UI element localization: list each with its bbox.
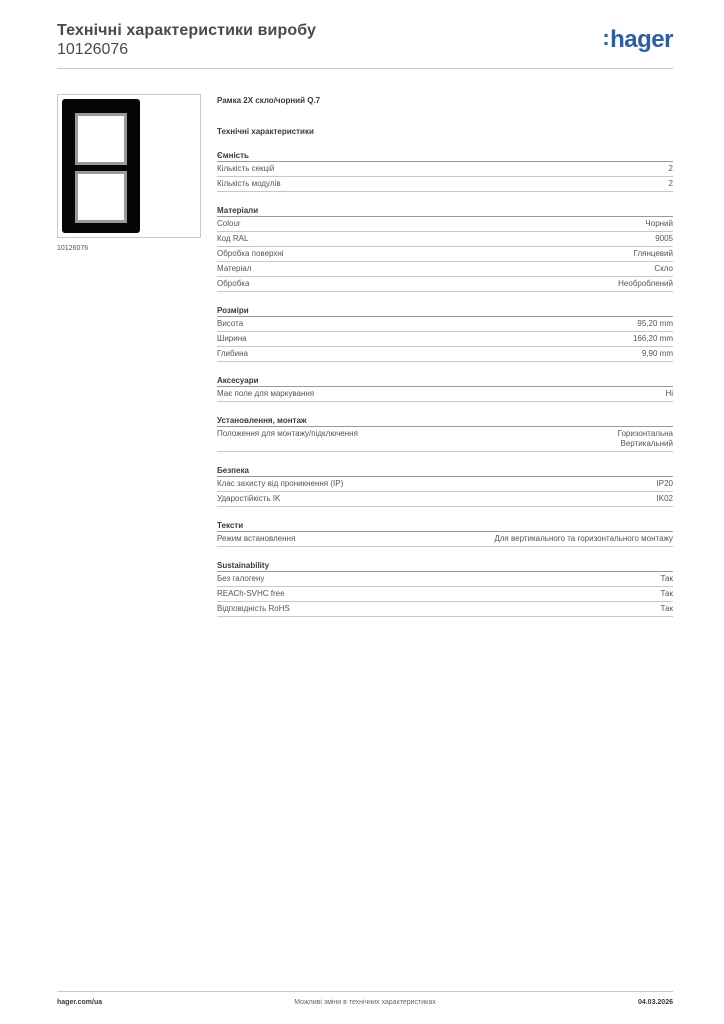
spec-value [657, 494, 673, 504]
spec-value [665, 389, 673, 399]
spec-value [657, 479, 673, 489]
spec-value-line: Необроблений [618, 279, 673, 288]
spec-group [217, 205, 673, 292]
spec-row [217, 262, 673, 277]
spec-label: Ударостійкість IK [217, 494, 281, 503]
spec-row [217, 162, 673, 177]
spec-label: REACh-SVHC free [217, 589, 285, 598]
spec-row [217, 217, 673, 232]
spec-value [637, 319, 673, 329]
spec-value [618, 279, 673, 289]
spec-row [217, 532, 673, 547]
spec-label: Кількість секцій [217, 164, 275, 173]
spec-row [217, 572, 673, 587]
spec-row [217, 177, 673, 192]
frame-opening-top [75, 113, 127, 165]
spec-group [217, 465, 673, 507]
spec-label: Клас захисту від проникнення (IP) [217, 479, 344, 488]
spec-label: Глибина [217, 349, 248, 358]
spec-value [494, 534, 673, 544]
spec-group-title: Матеріали [217, 205, 673, 217]
spec-row [217, 587, 673, 602]
spec-group-title: Тексти [217, 520, 673, 532]
spec-group-title: Установлення, монтаж [217, 415, 673, 427]
spec-value-line: Горизонтальна [617, 429, 673, 438]
frame-opening-bottom [75, 171, 127, 223]
spec-value-line: 2 [668, 179, 673, 188]
spec-value-line: 166,20 mm [632, 334, 673, 343]
spec-value [669, 179, 673, 189]
spec-row [217, 317, 673, 332]
image-caption: 10126076 [57, 245, 89, 252]
footer-disclaimer: Можливі зміни в технічних характеристиках [294, 999, 436, 1006]
spec-label: Відповідність RoHS [217, 604, 290, 613]
spec-value-line: Для вертикального та горизонтального монтажу [494, 534, 673, 543]
spec-group [217, 560, 673, 617]
spec-value [642, 349, 673, 359]
spec-row [217, 602, 673, 617]
spec-group-title: Аксесуари [217, 375, 673, 387]
spec-value-line: 9,90 mm [641, 349, 673, 358]
spec-label: Матеріал [217, 264, 252, 273]
spec-value-line: IK02 [656, 494, 673, 503]
spec-value-line: 2 [668, 164, 673, 173]
logo-mark: : [602, 25, 610, 50]
spec-group [217, 415, 673, 452]
spec-value-line: Чорний [645, 219, 673, 228]
spec-value [661, 574, 673, 584]
spec-group-title: Розміри [217, 305, 673, 317]
spec-value [633, 334, 673, 344]
footer-date: 04.03.2026 [637, 999, 673, 1006]
spec-value-line: Hi [665, 389, 673, 398]
spec-value-line: Глянцевий [633, 249, 673, 258]
product-image [57, 94, 201, 238]
spec-value-line: Вертикальний [620, 439, 673, 448]
spec-label: Положення для монтажу/підключення [217, 429, 358, 438]
spec-group [217, 375, 673, 402]
spec-label: Ширина [217, 334, 247, 343]
spec-value [618, 429, 673, 449]
spec-group [217, 305, 673, 362]
spec-group-title: Безпека [217, 465, 673, 477]
spec-group [217, 150, 673, 192]
spec-row [217, 247, 673, 262]
spec-value-line: 9005 [655, 234, 673, 243]
spec-group-title: Sustainability [217, 560, 673, 572]
spec-label: Код RAL [217, 234, 249, 243]
product-number: 10126076 [57, 41, 129, 58]
spec-value-line: Скло [654, 264, 673, 273]
spec-label: Обробка поверхні [217, 249, 284, 258]
spec-row [217, 277, 673, 292]
spec-value [655, 234, 673, 244]
spec-value-line: 95,20 mm [637, 319, 673, 328]
spec-value [661, 604, 673, 614]
spec-label: Без галогену [217, 574, 265, 583]
spec-row [217, 477, 673, 492]
frame-picture [62, 99, 140, 233]
spec-label: Обробка [217, 279, 250, 288]
spec-row [217, 387, 673, 402]
spec-label: Colour [217, 219, 241, 228]
page-footer [57, 991, 673, 1005]
section-heading: Технічні характеристики [217, 127, 314, 136]
spec-groups [217, 150, 673, 617]
spec-group-title: Ємність [217, 150, 673, 162]
spec-row [217, 492, 673, 507]
spec-value [669, 164, 673, 174]
logo-text: hager [610, 26, 673, 53]
spec-row [217, 347, 673, 362]
spec-value-line: IP20 [656, 479, 673, 488]
spec-value [634, 249, 673, 259]
footer-website: hager.com/ua [57, 999, 103, 1006]
spec-content [217, 96, 673, 617]
hager-logo [602, 26, 673, 54]
spec-group [217, 520, 673, 547]
spec-row [217, 232, 673, 247]
page-title: Технічні характеристики виробу [57, 22, 316, 39]
spec-label: Режим встановлення [217, 534, 296, 543]
spec-value [645, 219, 673, 229]
spec-value-line: Так [660, 574, 673, 583]
spec-value-line: Так [660, 589, 673, 598]
product-name: Рамка 2X скло/чорний Q.7 [217, 96, 321, 105]
spec-label: Має поле для маркування [217, 389, 315, 398]
spec-row [217, 427, 673, 452]
spec-label: Висота [217, 319, 244, 328]
spec-value-line: Так [660, 604, 673, 613]
spec-label: Кількість модулів [217, 179, 281, 188]
page-header [57, 20, 673, 69]
spec-value [654, 264, 673, 274]
spec-value [661, 589, 673, 599]
spec-row [217, 332, 673, 347]
